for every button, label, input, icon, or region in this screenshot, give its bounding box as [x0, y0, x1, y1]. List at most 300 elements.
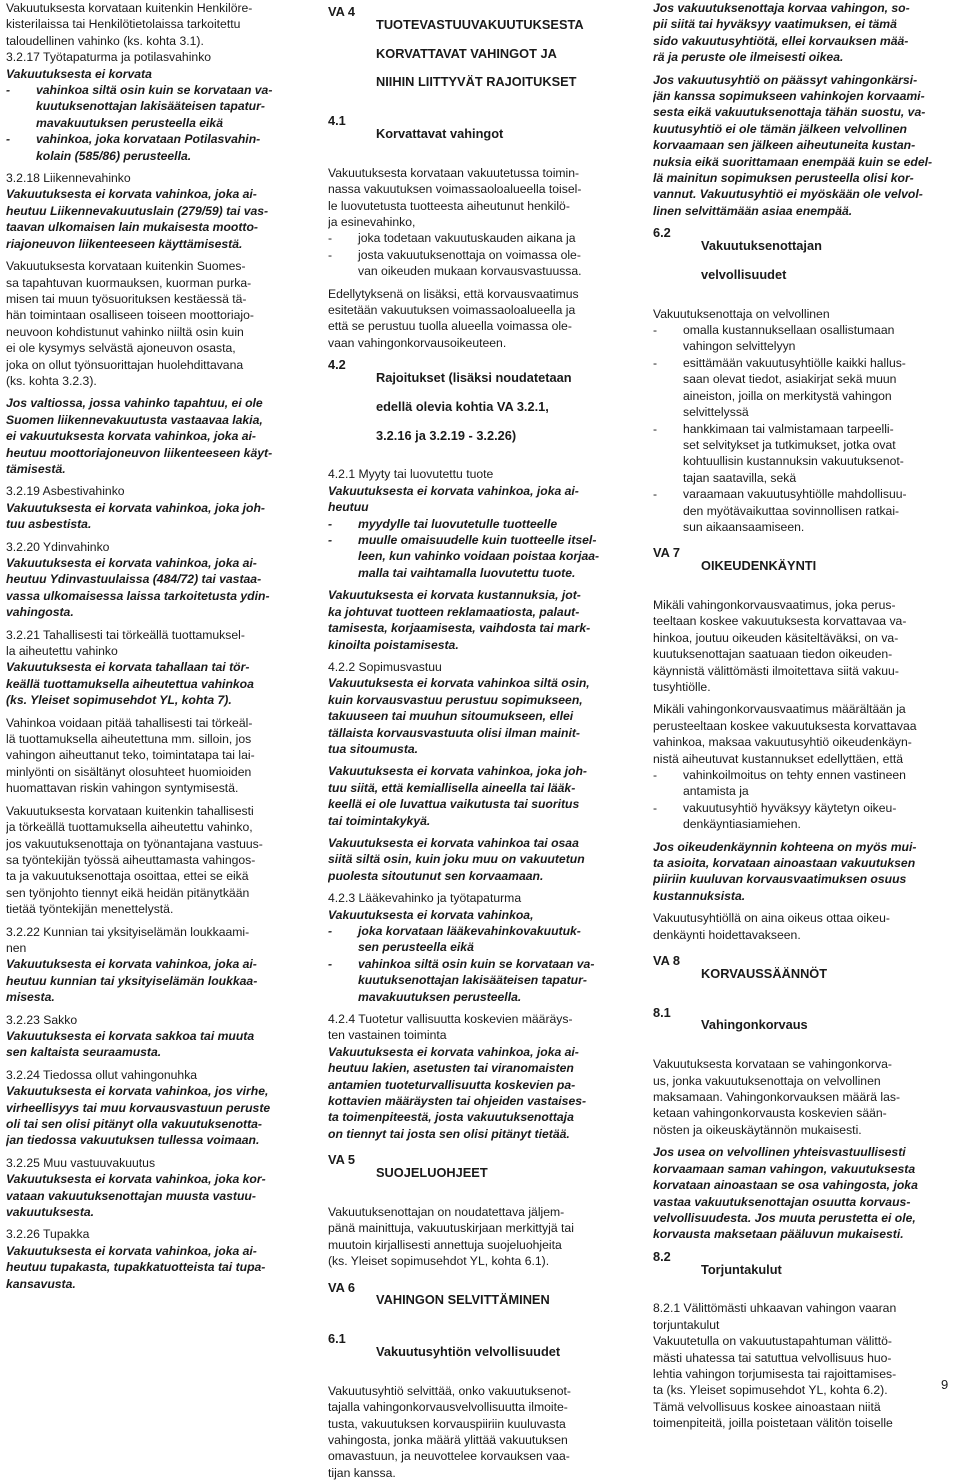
text-line: tai toimintakykyä. [328, 813, 431, 828]
text-line: tua sitoumusta. [328, 741, 419, 756]
exclusion-paragraph [6, 1083, 304, 1149]
list-dash: - [653, 323, 658, 338]
section-title [376, 1152, 616, 1194]
text-line: malla tai vaihtamalla luovutettu tuote. [358, 565, 576, 580]
paragraph [328, 659, 626, 675]
text-line: le luovutetusta tuotteesta aiheutunut henkilö- [328, 198, 570, 213]
section-title [376, 357, 616, 456]
paragraph [653, 910, 951, 943]
text-line: puolesta sitoutunut sen korvaamaan. [328, 868, 544, 883]
text-line: leen, kun vahinko voidaan poistaa korjaa- [358, 549, 600, 564]
text-line: korvausta maksetaan pääluvun mukaisesti. [653, 1227, 904, 1242]
text-line: nen [6, 940, 27, 955]
text-line: velvollisuudesta. Jos muuta perustetta ei ole, [653, 1210, 916, 1225]
text-line: vahingon aiheuttanut teko, toimintatapa tai lai- [6, 748, 255, 763]
spacer [653, 535, 951, 541]
text-line: joka korvataan lääkevahinkovakuutuk- [358, 924, 581, 938]
section-title [701, 225, 941, 295]
text-line: OIKEUDENKÄYNTI [701, 558, 817, 574]
exclusion-paragraph [6, 1028, 304, 1061]
text-line: joka todetaan vakuutuskauden aikana ja [358, 231, 576, 246]
text-line: tajan saatavilla, sekä [683, 470, 797, 485]
text-line: ten vastainen toiminta [328, 1028, 447, 1043]
section-title [701, 953, 941, 995]
text-line: riajoneuvon liikenteeseen käyttämisestä. [6, 236, 243, 251]
exclusion-paragraph [6, 66, 304, 82]
text-line: heutuu Liikennevakuutuslain (279/59) tai vas- [6, 203, 269, 218]
section-heading [328, 1280, 626, 1322]
text-line: ja törkeällä tuottamuksella aiheutettu vahinko, [6, 820, 253, 835]
text-line: Vakuutuksenottajan on noudatettava jäljem- [328, 1204, 565, 1219]
spacer [328, 1142, 626, 1148]
text-line: varaamaan vakuutusyhtiölle mahdollisuu- [683, 487, 907, 502]
text-line: jos vakuutuksenottaja on työnantajana vastuus- [6, 836, 263, 851]
text-line: (ks. kohta 3.2.3). [6, 373, 97, 388]
paragraph [6, 49, 304, 65]
text-line: Vakuutuksesta ei korvata vahinkoa tai osaa [328, 835, 579, 850]
text-line: Torjuntakulut [701, 1261, 782, 1277]
list-item [653, 322, 951, 355]
section-number: VA 8 [653, 953, 681, 969]
list-dash: - [328, 231, 333, 246]
text-line: taavan ulkomaisen lain mukaisesta mootto- [6, 220, 258, 235]
exclusion-paragraph [653, 0, 951, 66]
exclusion-paragraph [328, 835, 626, 884]
text-line: kinoilta poistamisesta. [328, 637, 459, 652]
section-title [376, 1331, 616, 1373]
list-dash: - [328, 956, 333, 971]
list-dash: - [328, 533, 333, 548]
list-dash: - [653, 355, 658, 370]
text-line: 8.2.1 Välittömästi uhkaavan vahingon vaaran [653, 1301, 897, 1316]
exclusion-paragraph [653, 1144, 951, 1242]
text-line: lehtia vahingon torjumisesta tai rajoittamises- [653, 1366, 897, 1381]
text-line: nösten ja oikeuskäytännön mukaisesti. [653, 1122, 862, 1137]
section-number: 4.2 [328, 357, 346, 373]
text-line: ja esinevahinko, [328, 215, 416, 229]
exclusion-paragraph [653, 839, 951, 905]
text-line: Vahingonkorvaus [701, 1017, 808, 1033]
exclusion-paragraph [328, 907, 626, 923]
text-line: Vakuutuksesta korvataan kuitenkin Suomes- [6, 259, 246, 274]
text-line: on tiennyt tai josta sen olisi pitänyt tietää. [328, 1126, 570, 1141]
text-line: kohtuullisin kustannuksin vakuutuksenot- [683, 454, 904, 469]
text-line: huomattavan riskin vahingon syntymisestä. [6, 781, 239, 796]
text-line: 3.2.17 Työtapaturma ja potilasvahinko [6, 50, 212, 65]
text-line: KORVATTAVAT VAHINGOT JA [376, 45, 557, 61]
text-line: kottavien määräysten tai ohjeiden vastaises- [328, 1094, 587, 1109]
list-dash: - [328, 247, 333, 262]
section-title [376, 4, 616, 103]
text-line: omavastuun, ja neuvottelee korvauksen vaa- [328, 1449, 570, 1464]
exclusion-paragraph [653, 72, 951, 220]
section-number: 6.2 [653, 225, 671, 241]
text-line: Vakuutusyhtiön velvollisuudet [376, 1343, 561, 1359]
list-item [6, 131, 304, 164]
page-number: 9 [941, 1377, 949, 1392]
text-line: 3.2.19 Asbestivahinko [6, 484, 125, 499]
paragraph [653, 1333, 951, 1431]
text-line: josta vakuutuksenottaja on voimassa ole- [358, 247, 581, 262]
paragraph [653, 1056, 951, 1138]
text-line: vahingosta, jonka määrä ylittää vakuutuksen [328, 1432, 568, 1447]
text-line: ei vakuutuksesta korvata vahinkoa, joka ai- [6, 429, 256, 444]
text-line: aineiston, joilla on merkitystä vahingon [683, 388, 892, 403]
paragraph [6, 803, 304, 918]
section-number: 8.2 [653, 1248, 671, 1264]
paragraph [6, 715, 304, 797]
paragraph [6, 1226, 304, 1242]
text-line: Tämä velvollisuus koskee ainoastaan niitä [653, 1399, 881, 1414]
list-item [328, 532, 626, 581]
text-line: ta asioita, korvataan ainoastaan vakuutuksen [653, 856, 916, 871]
section-number: VA 6 [328, 1279, 356, 1295]
section-title [701, 1249, 941, 1291]
text-line: heutuu Ydinvastuulaissa (484/72) tai vastaa- [6, 572, 262, 587]
text-line: rä ja peruste ole ilmeisesti oikea. [653, 50, 844, 65]
text-line: tamisesta, korjaamisesta, vaihdosta tai mark- [328, 621, 591, 636]
text-line: keällä tuottamuksella aiheutettua vahinkoa [6, 676, 254, 691]
text-line: vannut. Vakuutusyhtiö ei myöskään ole velvol- [653, 187, 923, 202]
text-line: Vahinkoa voidaan pitää tahallisesti tai törkeäl- [6, 715, 253, 730]
exclusion-paragraph [6, 1243, 304, 1292]
exclusion-paragraph [6, 956, 304, 1005]
text-line: 3.2.25 Muu vastuuvakuutus [6, 1155, 156, 1170]
text-line: Vakuutuksesta korvataan vakuutetussa toimin- [328, 165, 580, 180]
exclusion-paragraph [6, 659, 304, 708]
text-line: sa tapahtuvan kuormauksen, kuorman purka- [6, 275, 252, 290]
text-line: us, jonka vakuutuksenottaja on velvollinen [653, 1073, 881, 1088]
list-item [653, 767, 951, 800]
text-line: den myötävaikuttaa sovinnollisen ratkai- [683, 503, 900, 518]
text-line: esitetään vakuutuksen voimassaoloalueella ja [328, 303, 576, 318]
text-line: Vakuutuksesta ei korvata vahinkoa, joka kor- [6, 1172, 266, 1187]
list-dash: - [328, 924, 333, 938]
text-line: myydylle tai luovutetulle tuotteelle [358, 516, 558, 531]
text-line: kuutusyhtiö ei ole tämän jälkeen velvollinen [653, 121, 907, 136]
text-line: tietää työntekijän menettelystä. [6, 902, 174, 917]
text-line: Jos valtiossa, jossa vahinko tapahtuu, ei ole [6, 396, 263, 411]
text-line: SUOJELUOHJEET [376, 1165, 488, 1181]
text-line: KORVAUSSÄÄNNÖT [701, 965, 828, 981]
text-line: NIIHIN LIITTYVÄT RAJOITUKSET [376, 74, 577, 90]
text-line: kustannuksista. [653, 888, 746, 903]
text-line: Vakuutuksesta ei korvata vahinkoa, joka ai- [328, 483, 579, 498]
text-line: 3.2.20 Ydinvahinko [6, 539, 110, 554]
text-line: 3.2.24 Tiedossa ollut vahingonuhka [6, 1067, 198, 1082]
text-line: omalla kustannuksellaan osallistumaan [683, 323, 895, 338]
text-line: oli tai sen olisi pitänyt olla vakuutuksenotta- [6, 1117, 262, 1131]
text-line: nistä aiheutuvat kustannukset edellyttäen, että [653, 751, 904, 766]
text-line: 3.2.22 Kunnian tai yksityiselämän loukkaami- [6, 924, 250, 939]
text-line: Rajoitukset (lisäksi noudatetaan [376, 370, 572, 386]
text-line: maksamaan. Vahingonkorvauksen määrä las- [653, 1090, 901, 1105]
list-dash: - [6, 83, 11, 98]
paragraph [653, 701, 951, 767]
text-line: torjuntakulut [653, 1317, 720, 1332]
text-line: vaan vahingonkorvausoikeuteen. [328, 335, 507, 350]
text-line: neuvoon kohdistunut vahinko niiltä osin kuin [6, 324, 244, 339]
text-line: vahinkoilmoitus on tehty ennen vastineen [683, 768, 906, 783]
section-heading [328, 4, 626, 103]
text-line: jan tiedossa vakuutuksen tullessa voimaan. [6, 1133, 260, 1148]
paragraph [653, 597, 951, 695]
text-line: kisterilaissa tai Henkilötietolaissa tarkoitettu [6, 17, 241, 32]
text-line: käynnistä välittömästi ilmoitettava siitä vakuu- [653, 663, 899, 678]
exclusion-paragraph [328, 675, 626, 757]
text-line: lä tuottamuksella aiheutettuna mm. silloin, jos [6, 732, 252, 747]
section-number: 8.1 [653, 1004, 671, 1020]
list-dash: - [653, 421, 658, 436]
text-line: 3.2.23 Sakko [6, 1012, 78, 1027]
text-line: Vakuutuksesta ei korvata vahinkoa, joka ai- [328, 1044, 579, 1059]
text-line: Vakuutuksenottaja on velvollinen [653, 306, 830, 321]
text-line: lä mainitun sopimuksen perusteella olisi kor- [653, 171, 914, 186]
text-line: joka on ollut työnsuorittajan huolehdittavana [6, 357, 244, 372]
text-line: (ks. Yleiset sopimusehdot YL, kohta 6.1). [328, 1254, 550, 1269]
text-line: heutuu kunnian tai yksityiselämän loukkaa- [6, 973, 258, 988]
exclusion-paragraph [328, 1044, 626, 1142]
section-heading [328, 113, 626, 155]
text-line: ka johtuvat tuotteen reklamaatiosta, palaut- [328, 604, 580, 619]
text-line: Vakuutuksesta ei korvata vahinkoa, joka ai- [6, 556, 257, 570]
text-line: 3.2.18 Liikennevahinko [6, 171, 131, 186]
text-line: Vakuutuksesta ei korvata tahallaan tai tör- [6, 660, 250, 675]
text-line: muutoin kirjallisesti annettuja suojeluohjeita [328, 1237, 562, 1252]
section-heading [653, 953, 951, 995]
text-line: ta ja vakuutuksenottaja osoittaa, ettei se eikä [6, 869, 249, 884]
text-line: ketaan vahingonkorvausta koskevien sään- [653, 1106, 887, 1121]
text-line: takuuseen tai muuhun sitoumukseen, ellei [328, 709, 574, 724]
column-right [653, 0, 951, 1432]
text-line: kuutuksenottajan saatuaan tiedon oikeuden- [653, 647, 893, 662]
section-title [701, 545, 941, 587]
text-line: (ks. Yleiset sopimusehdot YL, kohta 7). [6, 693, 232, 708]
text-line: mästi uhatessa tai satuttua velvollisuus huo- [653, 1350, 892, 1365]
text-line: nassa vakuutuksen voimassaoloalueella toisel- [328, 182, 582, 197]
paragraph [6, 0, 304, 49]
text-line: Mikäli vahingonkorvausvaatimus määrältään ja [653, 702, 906, 717]
spacer [328, 1270, 626, 1276]
column-middle [328, 0, 626, 1481]
section-number: VA 7 [653, 545, 681, 561]
text-line: edellä olevia kohtia VA 3.2.1, [376, 398, 549, 414]
text-line: sesta eikä vakuutuksenottaja tähän suostu, va- [653, 105, 926, 120]
text-line: kansavusta. [6, 1276, 76, 1291]
section-title [701, 1005, 941, 1047]
exclusion-paragraph [328, 763, 626, 829]
text-line: sa työntekijän työssä aiheuttamasta vahingos- [6, 852, 256, 867]
paragraph [6, 483, 304, 499]
text-line: Vakuutuksesta ei korvata vahinkoa, joka joh- [328, 764, 587, 779]
paragraph [6, 539, 304, 555]
exclusion-paragraph [328, 587, 626, 653]
text-line: tuu asbestista. [6, 517, 92, 532]
text-line: Mikäli vahingonkorvausvaatimus, joka perus- [653, 597, 896, 612]
list-item [328, 956, 626, 1005]
section-heading [653, 545, 951, 587]
text-line: vakuutusyhtiö hyväksyy käytetyn oikeu- [683, 800, 897, 815]
text-line: van oikeuden mukaan korvausvastuussa. [358, 264, 582, 279]
paragraph [328, 1204, 626, 1270]
section-heading [328, 1331, 626, 1373]
text-line: sun aikaansaamiseen. [683, 519, 805, 534]
text-line: siitä siltä osin, kuin joku muu on vakuutetun [328, 852, 585, 867]
exclusion-paragraph [6, 1171, 304, 1220]
text-line: 3.2.26 Tupakka [6, 1227, 90, 1242]
text-line: VAHINGON SELVITTÄMINEN [376, 1292, 550, 1308]
text-line: Vakuutuksesta ei korvata sakkoa tai muuta [6, 1028, 255, 1043]
column-left [6, 0, 304, 1292]
text-line: muulle omaisuudelle kuin tuotteelle itsel- [358, 533, 597, 548]
section-heading [653, 225, 951, 295]
text-line: vahinkoa, maksaa vakuutusyhtiö oikeudenkäyn- [653, 735, 912, 750]
text-line: Vakuutuksesta ei korvata vahinkoa, joka ai- [6, 957, 257, 972]
text-line: Vakuutuksesta ei korvata vahinkoa siltä osin, [328, 676, 590, 691]
section-number: VA 4 [328, 4, 356, 19]
text-line: Vakuutuksesta korvataan kuitenkin tahallisesti [6, 803, 254, 818]
paragraph [6, 258, 304, 389]
text-line: heutuu moottoriajoneuvon liikenteeseen käyt- [6, 445, 273, 460]
text-line: korvataan ainoastaan se osa vahingosta, joka [653, 1178, 918, 1193]
text-line: korvaamaan sen jälkeen aiheutuneita kustan- [653, 138, 916, 153]
text-line: toimenpiteitä, joilla poistetaan välitön toiselle [653, 1416, 893, 1431]
text-line: pii siitä tai hyväksyy vaatimuksen, ei tämä [653, 17, 897, 32]
text-line: tusyhtiölle. [653, 679, 711, 694]
list-item [653, 421, 951, 487]
text-line: misesta. [6, 990, 55, 1005]
paragraph [328, 1011, 626, 1044]
text-line: TUOTEVASTUUVAKUUTUKSESTA [376, 16, 584, 32]
text-line: ei ole kysymys selvästä ajoneuvon osasta, [6, 341, 236, 356]
paragraph [328, 286, 626, 352]
text-line: la aiheutettu vahinko [6, 644, 118, 659]
text-line: minlyönti on sisältänyt olosuhteet huomioiden [6, 764, 252, 779]
text-line: tällaista korvausvastuuta olisi ilman mainit- [328, 725, 580, 740]
text-line: ta (ks. Yleiset sopimusehdot YL, kohta 6.2). [653, 1383, 888, 1398]
list-item [328, 247, 626, 280]
text-line: vassa ulkomaisessa laissa tarkoitetusta ydin- [6, 588, 270, 603]
text-line: pänä mainittuja, vakuutuskirjaan merkittyjä tai [328, 1221, 574, 1236]
text-line: teeltaan koskee vakuutuksesta korvattavaa va- [653, 614, 907, 629]
paragraph [6, 1067, 304, 1083]
text-line: vahinkoa siltä osin kuin se korvataan va- [36, 83, 273, 98]
text-line: antamista ja [683, 784, 749, 799]
text-line: tämisestä. [6, 461, 66, 476]
text-line: Vakuutusyhtiö selvittää, onko vakuutuksenot- [328, 1383, 571, 1398]
text-line: saan olevat tiedot, asiakirjat sekä muun [683, 372, 897, 387]
text-line: Vakuutuksesta ei korvata vahinkoa, joka joh- [6, 500, 265, 515]
text-line: perusteeltaan koskee vakuutuksesta korvattavaa [653, 718, 917, 733]
text-line: Jos vakuutuksenottaja korvaa vahingon, so- [653, 1, 910, 15]
paragraph [328, 165, 626, 231]
text-line: sen perusteella eikä [358, 940, 474, 955]
text-line: tuu siitä, että kemiallisella aineella tai lääk- [328, 780, 576, 795]
list-dash: - [328, 516, 333, 531]
text-line: 3.2.21 Tahallisesti tai törkeällä tuottamuksel- [6, 627, 245, 642]
text-line: kolain (585/86) perusteella. [36, 148, 192, 163]
text-line: mavakuutuksen perusteella eikä [36, 115, 223, 130]
text-line: vakuutuksesta. [6, 1205, 95, 1220]
text-line: että se perustuu tuolla alueella voimassa ole- [328, 319, 572, 334]
section-heading [328, 1152, 626, 1194]
text-line: Vakuutuksesta ei korvata vahinkoa, [328, 907, 534, 922]
list-item [653, 355, 951, 421]
text-line: piiriin kuuluvan korvausvaatimuksen osuus [653, 872, 907, 887]
text-line: Suomen liikennevakuutusta vastaavaa lakia, [6, 412, 263, 427]
text-line: tijan kanssa. [328, 1465, 396, 1480]
text-line: 4.2.1 Myyty tai luovutettu tuote [328, 467, 494, 482]
section-title [376, 113, 616, 155]
section-heading [653, 1249, 951, 1291]
paragraph [653, 1300, 951, 1333]
paragraph [328, 1383, 626, 1481]
text-line: selvittelyssä [683, 405, 749, 420]
paragraph [6, 170, 304, 186]
section-number: 4.1 [328, 113, 346, 129]
list-item [328, 923, 626, 956]
exclusion-paragraph [328, 483, 626, 516]
text-line: mavakuutuksen perusteella. [358, 989, 522, 1004]
text-line: Vakuutuksesta ei korvata vahinkoa, joka ai- [6, 187, 257, 202]
exclusion-paragraph [6, 186, 304, 252]
text-line: velvollisuudet [701, 266, 787, 282]
text-line: Vakuutuksesta ei korvata [6, 66, 152, 81]
list-item [6, 82, 304, 131]
text-line: Vakuutuksesta korvataan se vahingonkorva- [653, 1057, 892, 1072]
section-heading [328, 357, 626, 456]
text-line: sen työnjohto tiennyt eikä heidän pitänytkään [6, 885, 250, 900]
section-number: VA 5 [328, 1152, 356, 1168]
text-line: hinkoa, joutuu oikeuden käsiteltäväksi, on va- [653, 630, 899, 645]
paragraph [6, 924, 304, 957]
text-line: nuksia eikä suorittamaan enempää kuin se edel- [653, 154, 933, 169]
paragraph [6, 1012, 304, 1028]
text-line: ta toimenpiteestä, josta vakuutuksenottaja [328, 1110, 574, 1125]
exclusion-paragraph [6, 555, 304, 621]
text-line: 4.2.4 Tuotetur vallisuutta koskevien määräys- [328, 1012, 573, 1027]
text-line: tusta, vakuutuksen korvauspiiriin kuuluvasta [328, 1416, 566, 1431]
text-line: heutuu lakien, asetusten tai viranomaisten [328, 1061, 574, 1076]
list-item [328, 230, 626, 246]
text-line: hän toimintaan osalliseen toiseen moottoriajo- [6, 308, 254, 323]
list-dash: - [6, 132, 11, 147]
text-line: heutuu [328, 500, 369, 515]
text-line: denkäynti hoidettavakseen. [653, 927, 801, 942]
text-line: taloudellinen vahinko (ks. kohta 3.1). [6, 33, 204, 48]
text-line: Vakuutetulla on vakuutustapahtuman välittö- [653, 1334, 892, 1349]
text-line: esittämään vakuutusyhtiölle kaikki hallus- [683, 355, 906, 370]
text-line: misen tai muun työsuorituksen kestäessä tä- [6, 291, 247, 306]
list-item [653, 486, 951, 535]
text-line: hankkimaan tai valmistamaan tarpeelli- [683, 421, 894, 436]
text-line: korvaamaan saman vahingon, vakuutuksesta [653, 1161, 916, 1176]
text-line: tajalla vahingonkorvausvelvollisuutta ilmoite- [328, 1400, 568, 1415]
text-line: Vakuutuksenottajan [701, 238, 822, 254]
text-line: 4.2.2 Sopimusvastuu [328, 659, 442, 674]
section-heading [653, 1005, 951, 1047]
text-line: vahingosta. [6, 605, 74, 620]
text-line: vahinkoa siltä osin kuin se korvataan va- [358, 956, 595, 971]
spacer [653, 943, 951, 949]
paragraph [6, 627, 304, 660]
exclusion-paragraph [6, 500, 304, 533]
text-line: virheellisyys tai muu korvausvastuun peruste [6, 1100, 271, 1115]
text-line: sido vakuutusyhtiötä, ellei korvauksen mää- [653, 33, 909, 48]
list-dash: - [653, 768, 658, 783]
text-line: keellä ei ole luvattua vaikutusta tai suoritus [328, 797, 580, 812]
text-line: Vakuutusyhtiöllä on aina oikeus ottaa oikeu- [653, 911, 890, 926]
